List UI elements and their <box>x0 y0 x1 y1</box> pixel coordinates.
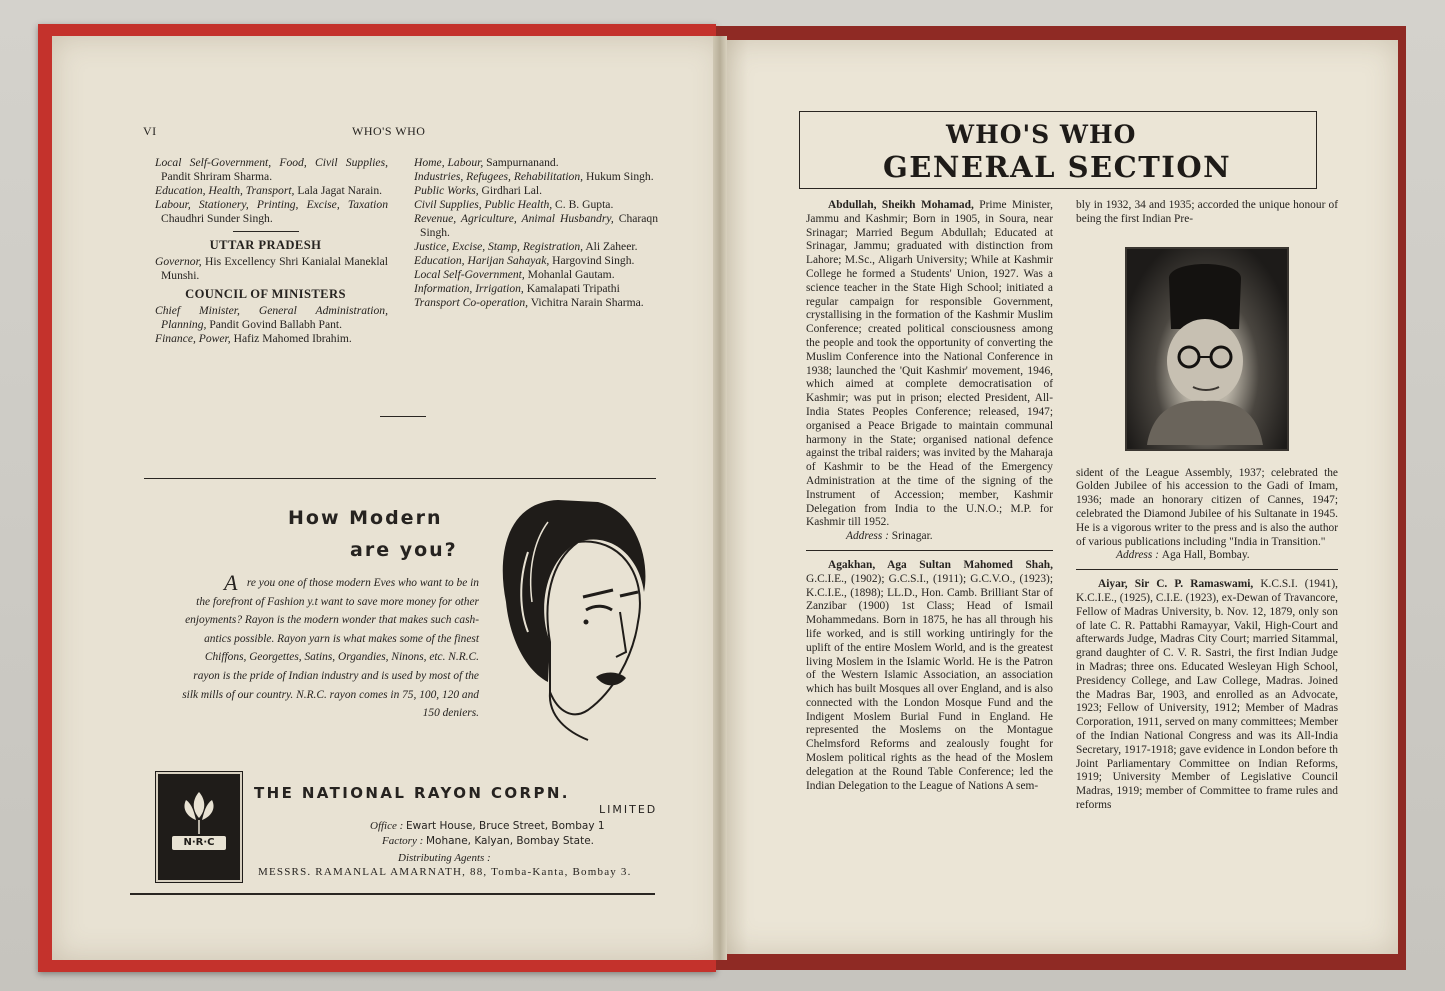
running-head: WHO'S WHO <box>352 124 426 138</box>
divider <box>233 231 299 232</box>
advert-drop-initial: A <box>224 570 238 595</box>
advert-rule-top <box>144 478 656 479</box>
advert-headline-2: are you? <box>350 539 458 561</box>
list-item: Justice, Excise, Stamp, Registration, Ali Zaheer. <box>414 240 638 253</box>
list-item: Information, Irrigation, Kamalapati Tripathi <box>414 282 620 295</box>
woman-illustration-icon <box>488 492 653 744</box>
list-item: Finance, Power, Hafiz Mahomed Ibrahim. <box>155 332 352 345</box>
distributing-agents-label: Distributing Agents : <box>398 852 491 864</box>
advert-headline-1: How Modern <box>288 507 443 529</box>
lotus-logo-icon <box>158 774 240 880</box>
entry-aiyar: Aiyar, Sir C. P. Ramaswami, K.C.S.I. (1941), K.C.I.E., (1925), C.I.E. (1923), ex-Dewan of Travancore, Fellow of Madras University, b. Nov. 12, 1879, only son of late C. R. Pattabhi Ramayyar, Vakil, High-Court and afterwards Judge, Madras City Court; married Sitammal, grand daughter of C. V. R. Sastri, the first Indian Judge in Madras; three ons. Educated Wesleyan High School, Presidency College, and Law College, Madras. Joined the Madras Bar, 1903, and enrolled as an Advocate, 1923; Fellow of University, 1912; Member of Madras Corporation, 1911, served on many committees; Member of the Indian National Congress and was its All-India Secretary, 1917-1918; gave evidence in London before th Joint Parliamentary Committee on Indian Reforms, 1919; University Member of Legislative Council Madras, 1919; member of Committee to frame rules and reforms <box>1076 578 1338 811</box>
entry-address: Address : Aga Hall, Bombay. <box>1116 549 1250 562</box>
entry-agakhan: Agakhan, Aga Sultan Mahomed Shah, G.C.I.E., (1902); G.C.S.I., (1911); G.C.V.O., (1923); K.C.I.E., (1898); LL.D., Hon. Camb. Brilliant Star of Zanzibar (1900) 1st Class; Head of Ismail Mohammedans. Born in 1875, he has all through his life worked, and is still working untiringly for the uplift of the entire Moslem World, and is the greatest living Moslem in the Islamic World. He is the Patron of the Western Islamic Association, an association which has built Mosques all over England, and is also connected with the London Mosque Fund and the Indigent Moslem Burial Fund in England. He represented the Moslems on the Montague Chelmsford Reforms and zealously fought for Moslem political rights as the head of the Moslem delegation at the Round Table Conference; led the Indian Delegation to the League of Nations A sem- <box>806 558 1053 792</box>
entry-divider <box>1076 569 1338 570</box>
company-name: THE NATIONAL RAYON CORPN. <box>254 784 570 802</box>
portrait-photo <box>1125 247 1289 451</box>
list-item: Industries, Refugees, Rehabilitation, Hukum Singh. <box>414 170 654 183</box>
state-heading: UTTAR PRADESH <box>209 238 322 252</box>
advert-rule-bottom <box>130 893 655 895</box>
nrc-logo <box>156 772 242 882</box>
entry-divider <box>806 550 1053 551</box>
list-item: Local Self-Government, Mohanlal Gautam. <box>414 268 615 281</box>
company-limited: LIMITED <box>599 803 658 816</box>
list-item: Education, Health, Transport, Lala Jagat Narain. <box>155 184 383 197</box>
council-heading: COUNCIL OF MINISTERS <box>185 287 346 301</box>
office-address: Office : Ewart House, Bruce Street, Bombay 1 <box>370 820 605 832</box>
book-gutter <box>713 36 727 960</box>
list-item: Education, Harijan Sahayak, Hargovind Singh. <box>414 254 635 267</box>
list-item: Labour, Stationery, Printing, Excise, Taxation Chaudhri Sunder Singh. <box>155 198 388 225</box>
agents-address: MESSRS. RAMANLAL AMARNATH, 88, Tomba-Kanta, Bombay 3. <box>258 866 632 878</box>
list-item: Local Self-Government, Food, Civil Supplies, Pandit Shriram Sharma. <box>155 156 388 183</box>
list-item: Public Works, Girdhari Lal. <box>414 184 543 197</box>
entry-address: Address : Srinagar. <box>846 530 933 543</box>
right-column-a <box>806 199 1053 793</box>
left-column-b <box>402 156 658 310</box>
page-title: WHO'S WHO <box>946 120 1137 149</box>
list-item: Governor, His Excellency Shri Kanialal Maneklal Munshi. <box>155 255 388 282</box>
list-item: Home, Labour, Sampurnanand. <box>414 156 559 169</box>
entry-abdullah: Abdullah, Sheikh Mohamad, Prime Minister, Jammu and Kashmir; Born in 1905, in Soura, near Srinagar; Married Begum Abdullah; Educated at Srinagar, Jammu; graduated with distinction from Lahore; M.Sc., Aligarh University; While at Kashmir College he formed a Students' Union, 1927. Was a science teacher in the State High School; initiated a regular campaign for responsible Government, crystallising in the formation of the Kashmir Muslim Conference; created political consciousness among the people and took the opportunity of converting the Muslim Conference into the National Conference in 1938; launched the 'Quit Kashmir' movement, 1946, which aimed at complete democratisation of Kashmir; was put in prison; elected President, All-India States Peoples Conference; released, 1947; organised a Peace Brigade to maintain communal harmony in the State; organised national defence against the tribal raiders; was invited by the Maharaja of Kashmir to be the Head of the Emergency Administration at the time of the signing of the Instrument of Accession; member, Kashmir Delegation from India to the U.N.O.; M.P. for Kashmir till 1952. <box>806 199 1053 529</box>
factory-address: Factory : Mohane, Kalyan, Bombay State. <box>382 835 595 847</box>
list-item: Transport Co-operation, Vichitra Narain Sharma. <box>414 296 644 309</box>
page-subtitle: GENERAL SECTION <box>883 150 1232 184</box>
list-item: Chief Minister, General Administration, Planning, Pandit Govind Ballabh Pant. <box>155 304 388 331</box>
entry-agakhan-continued: bly in 1932, 34 and 1935; accorded the unique honour of being the first Indian Pre- <box>1076 199 1338 225</box>
portrait-icon <box>1127 249 1283 445</box>
advert-body <box>176 570 479 723</box>
list-item: Revenue, Agriculture, Animal Husbandry, Charaqn Singh. <box>414 212 658 239</box>
page-number: VI <box>143 124 157 138</box>
logo-text: N·R·C <box>183 837 215 848</box>
list-item: Civil Supplies, Public Health, C. B. Gupta. <box>414 198 614 211</box>
section-divider <box>380 416 426 417</box>
entry-agakhan-continued-2: sident of the League Assembly, 1937; celebrated the Golden Jubilee of his accession to the Gadi of Imam, 1936; made an honorary citizen of Cannes, 1947; celebrated the Diamond Jubilee of his Sultanate in 1945. He is a vigorous writer to the press and is also the author of various publications including "India in Transition." <box>1076 466 1338 548</box>
left-column-a <box>143 156 388 346</box>
advert-body-text: re you one of those modern Eves who want to be in the forefront of Fashion y.t want to save more money for other enjoyments? Rayon is the modern wonder that makes such cash-antics possible. Rayon yarn is what makes some of the finest Chiffons, Georgettes, Satins, Organdies, Ninons, etc. N.R.C. rayon is the pride of Indian industry and is used by most of the silk mills of our country. N.R.C. rayon comes in 75, 100, 120 and 150 deniers. <box>182 577 479 720</box>
right-column-b <box>1076 199 1338 813</box>
